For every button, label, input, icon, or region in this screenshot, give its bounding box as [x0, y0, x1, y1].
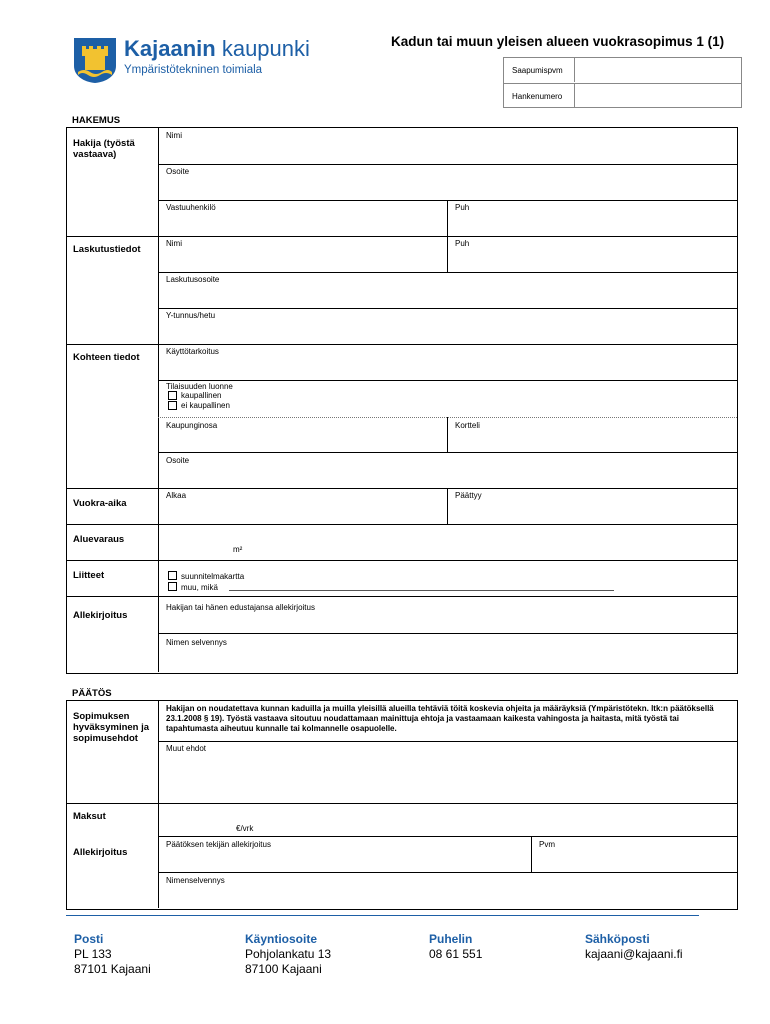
footer-email-address[interactable]: kajaani@kajaani.fi	[585, 947, 683, 961]
commercial-checkbox[interactable]	[168, 391, 177, 400]
applicant-name-field[interactable]: Nimi	[166, 131, 182, 140]
signature-label: Allekirjoitus	[73, 610, 128, 621]
business-id-field[interactable]: Y-tunnus/hetu	[166, 311, 216, 320]
section-title-hakemus: HAKEMUS	[72, 115, 121, 126]
footer-email-heading: Sähköposti	[585, 932, 650, 946]
footer-post-city: 87101 Kajaani	[74, 962, 151, 976]
rental-start-field[interactable]: Alkaa	[166, 491, 187, 500]
kajaani-coat-of-arms-logo	[72, 36, 118, 84]
document-title: Kadun tai muun yleisen alueen vuokrasopimus 1 (1)	[391, 34, 725, 49]
org-name: Kajaanin kaupunki	[124, 36, 310, 61]
rental-period-label: Vuokra-aika	[73, 498, 127, 509]
footer-visit-city: 87100 Kajaani	[245, 962, 322, 976]
project-number-row	[504, 83, 741, 108]
decision-maker-signature-field[interactable]: Päätöksen tekijän allekirjoitus	[166, 840, 271, 849]
footer-visit-street: Pohjolankatu 13	[245, 947, 332, 961]
other-attachment-label: muu, mikä	[181, 583, 218, 592]
area-reservation-label: Aluevaraus	[73, 534, 125, 545]
approval-terms-label: Sopimuksen hyväksyminen ja sopimusehdot	[73, 711, 150, 744]
footer-phone-heading: Puhelin	[429, 932, 473, 946]
attachments-label: Liitteet	[73, 570, 105, 581]
billing-phone-field[interactable]: Puh	[455, 239, 470, 248]
footer-post-box: PL 133	[74, 947, 112, 961]
responsible-person-field[interactable]: Vastuuhenkilö	[166, 203, 216, 212]
name-clarification-field[interactable]: Nimen selvennys	[166, 638, 227, 647]
event-type-label: Tilaisuuden luonne	[166, 382, 233, 391]
plan-map-label: suunnitelmakartta	[181, 572, 245, 581]
decision-name-clarification-field[interactable]: Nimenselvennys	[166, 876, 225, 885]
received-date-label: Saapumispvm	[512, 66, 563, 75]
rental-end-field[interactable]: Päättyy	[455, 491, 482, 500]
applicant-address-field[interactable]: Osoite	[166, 167, 190, 176]
terms-note: Hakijan on noudatettava kunnan kaduilla ja muilla yleisillä alueilla tehtäviä töitä koskevia ohjeita ja määräyksiä (Ympäristötekn. ltk:n päätöksellä 23.1.2008 § 19). Työstä vastaava sitoutuu noudattamaan mainittuja ehtoja ja vastaamaan kaikesta vahingosta ja haitasta, mitä työstä tai tapahtumasta aiheutuu kunnalle tai kolmannelle osapuolelle.	[166, 704, 714, 733]
billing-label: Laskutustiedot	[73, 244, 141, 255]
other-attachment-line[interactable]	[229, 590, 614, 591]
section-title-paatos: PÄÄTÖS	[72, 688, 112, 699]
decision-form	[66, 700, 738, 910]
non-commercial-checkbox[interactable]	[168, 401, 177, 410]
fee-unit-label: €/vrk	[236, 824, 254, 833]
footer-divider	[66, 915, 699, 916]
non-commercial-label: ei kaupallinen	[181, 401, 230, 410]
other-attachment-checkbox[interactable]	[168, 582, 177, 591]
billing-name-field[interactable]: Nimi	[166, 239, 182, 248]
applicant-signature-field[interactable]: Hakijan tai hänen edustajansa allekirjoitus	[166, 603, 315, 612]
applicant-label: Hakija (työstä vastaava)	[73, 138, 135, 160]
billing-address-field[interactable]: Laskutusosoite	[166, 275, 220, 284]
org-department: Ympäristötekninen toimiala	[124, 64, 263, 76]
purpose-field[interactable]: Käyttötarkoitus	[166, 347, 219, 356]
applicant-phone-field[interactable]: Puh	[455, 203, 470, 212]
plan-map-checkbox[interactable]	[168, 571, 177, 580]
fees-label: Maksut	[73, 811, 106, 822]
commercial-label: kaupallinen	[181, 391, 222, 400]
project-number-label: Hankenumero	[512, 92, 563, 101]
footer-phone-number: 08 61 551	[429, 947, 483, 961]
received-date-row	[504, 58, 741, 82]
application-form	[66, 127, 738, 674]
other-terms-field[interactable]: Muut ehdot	[166, 744, 207, 753]
footer-post-heading: Posti	[74, 932, 104, 946]
area-unit-label: m²	[233, 545, 243, 554]
target-address-field[interactable]: Osoite	[166, 456, 190, 465]
block-field[interactable]: Kortteli	[455, 421, 480, 430]
decision-date-field[interactable]: Pvm	[539, 840, 555, 849]
footer-visit-heading: Käyntiosoite	[245, 932, 318, 946]
office-use-table	[503, 57, 742, 108]
district-field[interactable]: Kaupunginosa	[166, 421, 218, 430]
target-info-label: Kohteen tiedot	[73, 352, 140, 363]
decision-signature-label: Allekirjoitus	[73, 847, 128, 858]
